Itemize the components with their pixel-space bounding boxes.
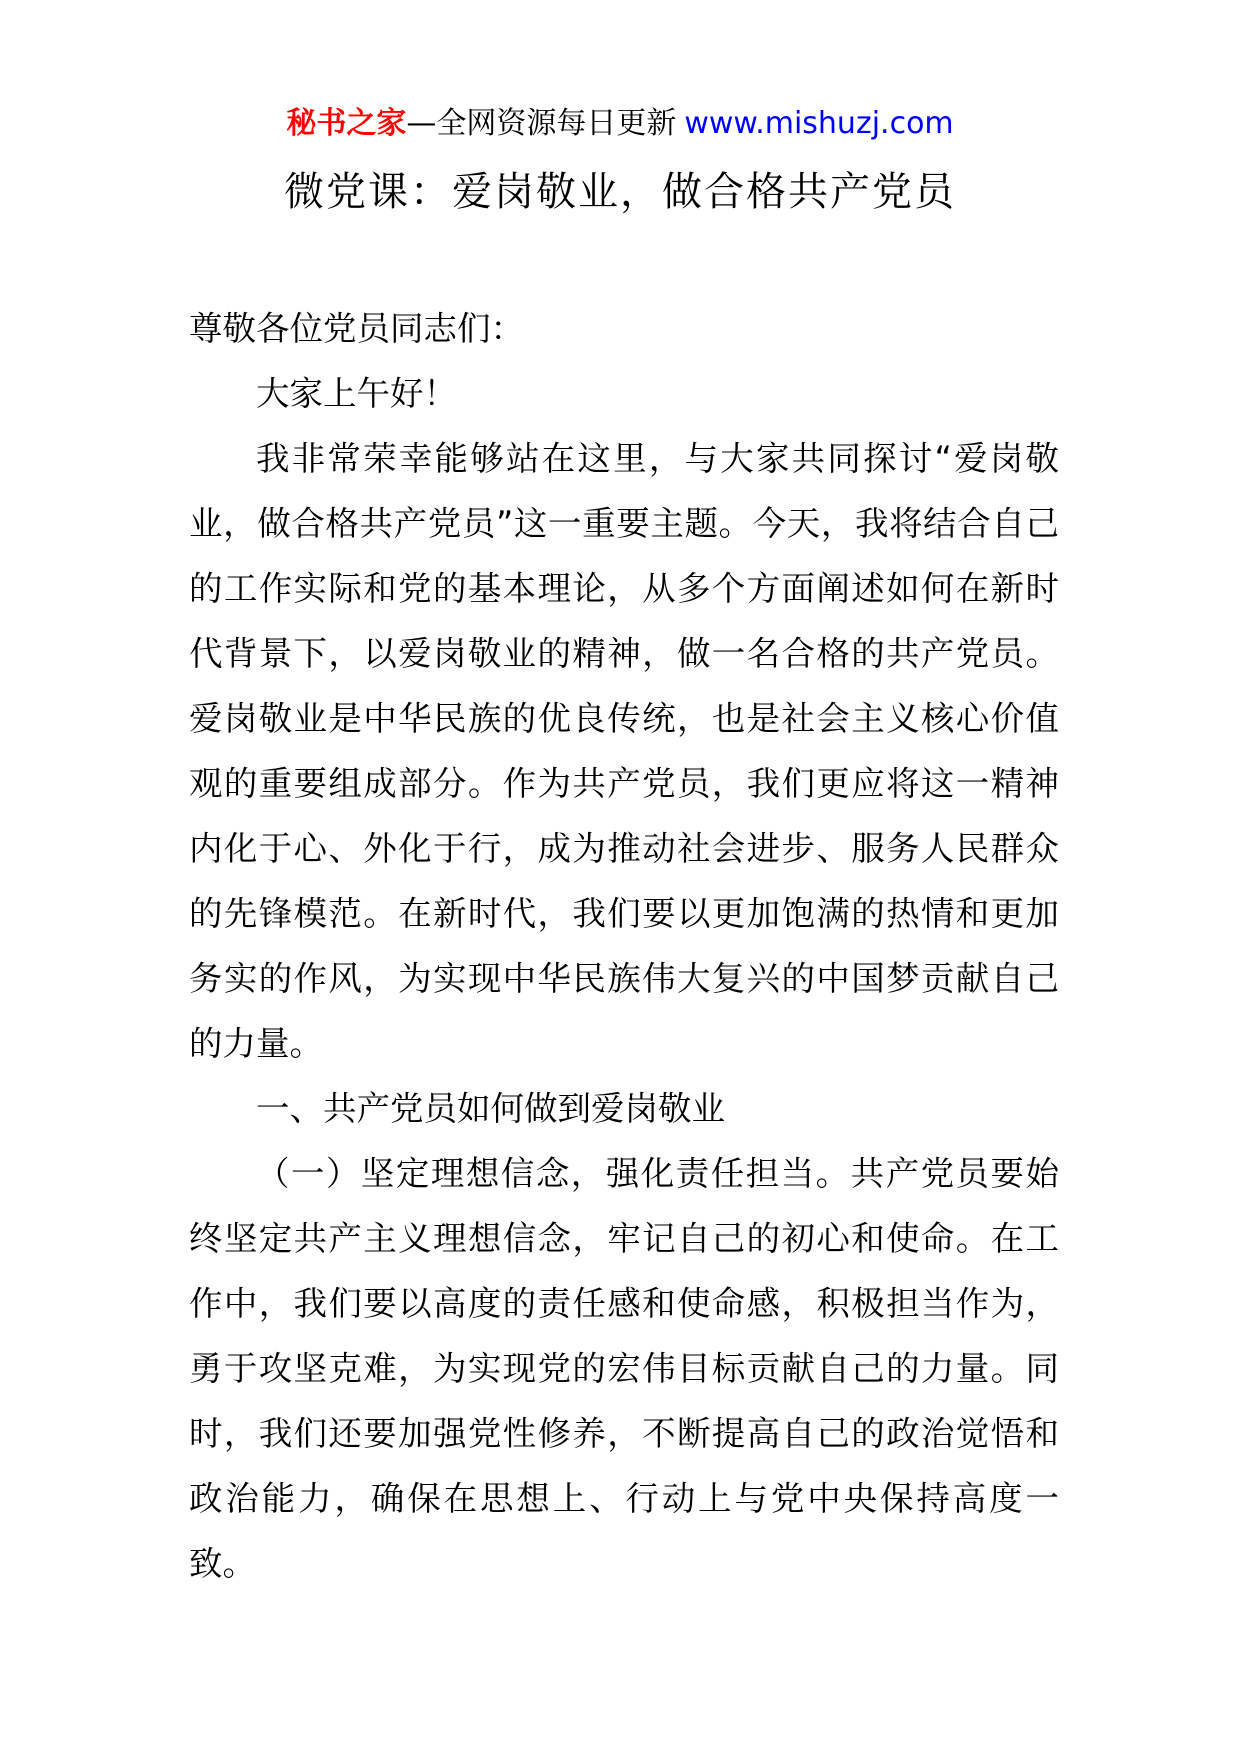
greeting: 大家上午好！ bbox=[256, 374, 457, 413]
site-tagline: —全网资源每日更新 bbox=[406, 106, 677, 141]
salutation: 尊敬各位党员同志们： bbox=[189, 309, 524, 348]
section-heading: 一、共产党员如何做到爱岗敬业 bbox=[256, 1089, 725, 1128]
section-paragraph: （一）坚定理想信念，强化责任担当。共产党员要始终坚定共产主义理想信念，牢记自己的初心和使命。在工作中，我们要以高度的责任感和使命感，积极担当作为，勇于攻坚克难，为实现党的宏伟目标贡献自己的力量。同时，我们还要加强党性修养，不断提高自己的政治觉悟和政治能力，确保在思想上、行动上与党中央保持高度一致。 bbox=[189, 1154, 1059, 1583]
document-body bbox=[189, 296, 1059, 1596]
site-url-link[interactable]: www.mishuzj.com bbox=[684, 106, 954, 141]
document-title: 微党课：爱岗敬业，做合格共产党员 bbox=[284, 169, 956, 215]
brand-name: 秘书之家 bbox=[286, 106, 407, 141]
site-header bbox=[0, 104, 1240, 144]
intro-paragraph: 我非常荣幸能够站在这里，与大家共同探讨“爱岗敬业，做合格共产党员”这一重要主题。今天，我将结合自己的工作实际和党的基本理论，从多个方面阐述如何在新时代背景下，以爱岗敬业的精神，做一名合格的共产党员。爱岗敬业是中华民族的优良传统，也是社会主义核心价值观的重要组成部分。作为共产党员，我们更应将这一精神内化于心、外化于行，成为推动社会进步、服务人民群众的先锋模范。在新时代，我们要以更加饱满的热情和更加务实的作风，为实现中华民族伟大复兴的中国梦贡献自己的力量。 bbox=[189, 439, 1059, 1063]
